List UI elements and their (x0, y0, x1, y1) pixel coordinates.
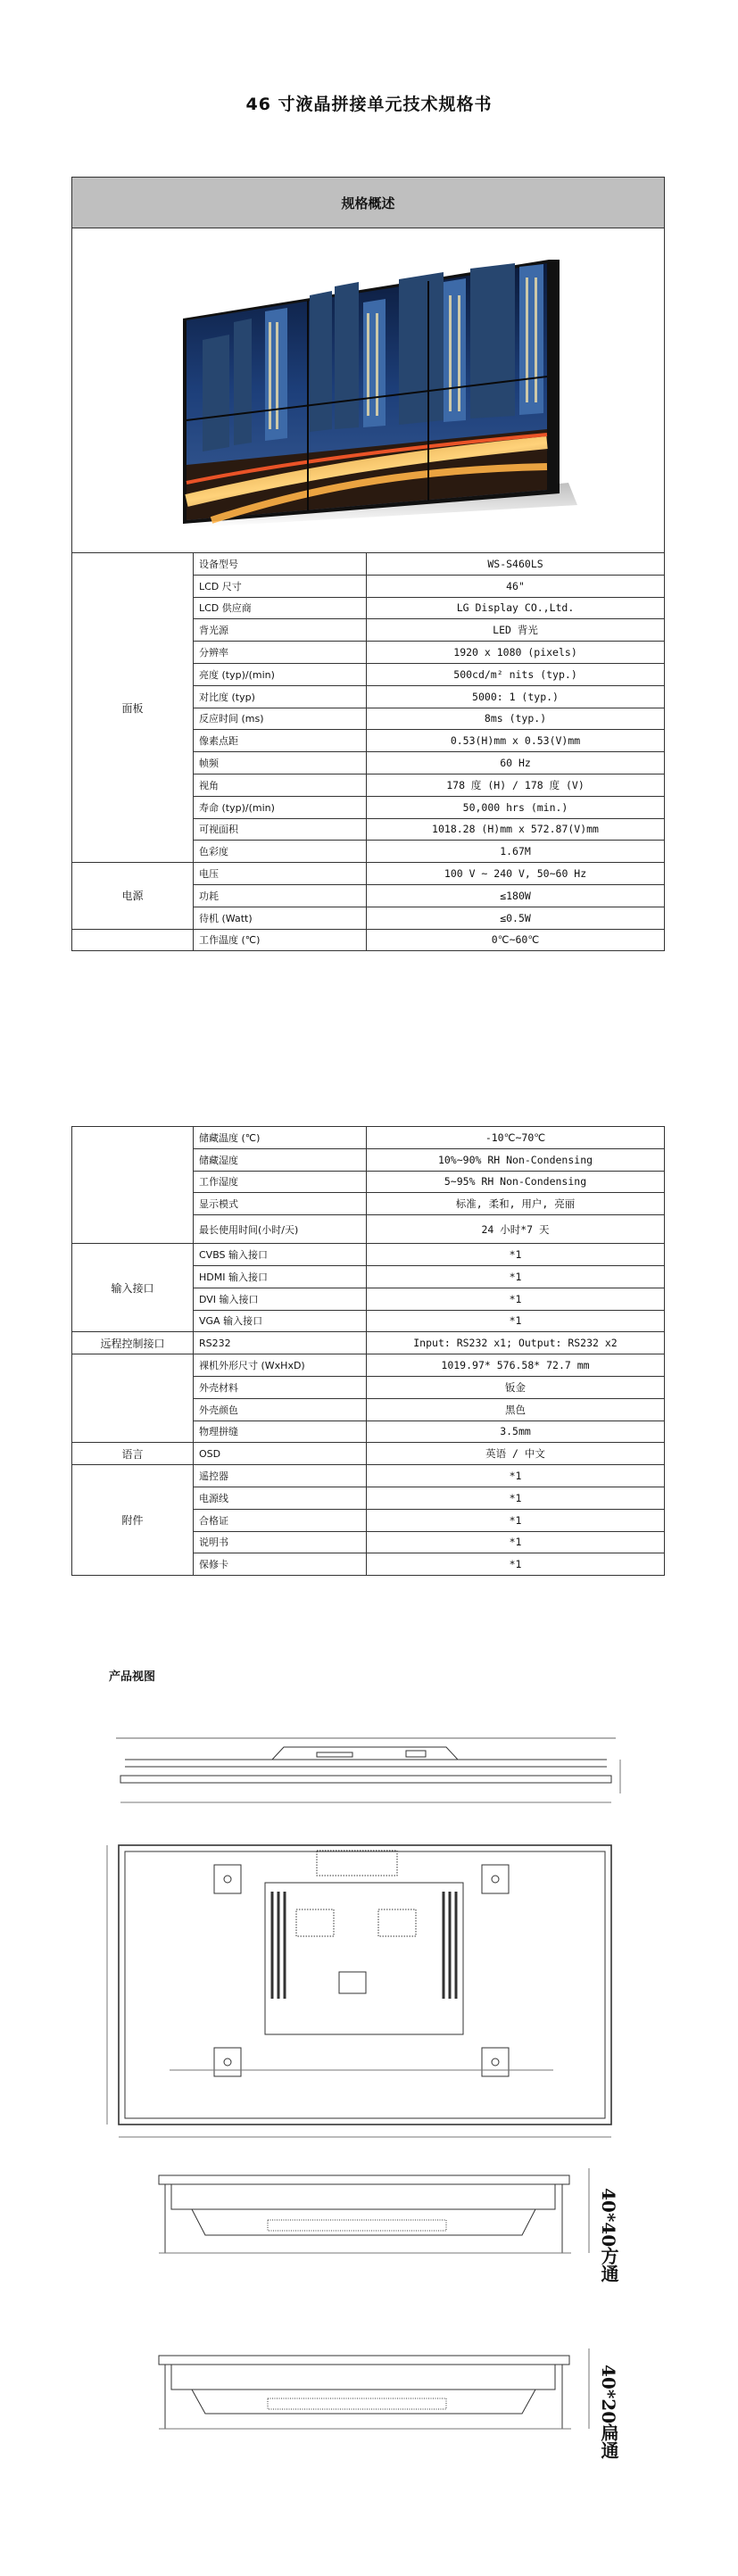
spec-param-value: 黑色 (367, 1398, 665, 1421)
spec-param-name: RS232 (194, 1332, 367, 1354)
spec-param-name: 外壳颜色 (194, 1398, 367, 1421)
spec-param-name: 储藏湿度 (194, 1148, 367, 1171)
spec-param-name: 物理拼缝 (194, 1421, 367, 1443)
spec-group-label: 语言 (72, 1443, 194, 1465)
spec-param-name: 外壳材料 (194, 1376, 367, 1398)
spec-param-value: 1.67M (367, 841, 665, 863)
spec-param-name: 遥控器 (194, 1465, 367, 1487)
spec-param-value: 0.53(H)mm x 0.53(V)mm (367, 730, 665, 752)
spec-param-name: VGA 输入接口 (194, 1310, 367, 1332)
spec-group-label: 远程控制接口 (72, 1332, 194, 1354)
spec-param-name: 说明书 (194, 1531, 367, 1553)
spec-param-name: 帧频 (194, 752, 367, 774)
spec-param-value: 1920 x 1080 (pixels) (367, 642, 665, 664)
spec-param-value: WS-S460LS (367, 553, 665, 576)
spec-param-name: 背光源 (194, 619, 367, 642)
spec-param-name: 分辨率 (194, 642, 367, 664)
spec-param-value: *1 (367, 1465, 665, 1487)
spec-param-name: 亮度 (typ)/(min) (194, 663, 367, 685)
spec-param-value: ≤0.5W (367, 907, 665, 929)
wall-40x40-label: 40*40方通 (598, 2188, 619, 2283)
wall-40x20-label: 40*20扁通 (598, 2365, 619, 2460)
spec-param-value: 钣金 (367, 1376, 665, 1398)
spec-param-name: 视角 (194, 774, 367, 796)
spec-param-value: *1 (367, 1531, 665, 1553)
spec-param-value: LG Display CO.,Ltd. (367, 597, 665, 619)
spec-param-name: 保修卡 (194, 1553, 367, 1576)
spec-param-value: *1 (367, 1265, 665, 1288)
spec-group-label: 输入接口 (72, 1244, 194, 1332)
spec-param-value: 100 V ~ 240 V, 50~60 Hz (367, 863, 665, 885)
overview-header: 规格概述 (72, 178, 665, 228)
spec-param-value: *1 (367, 1509, 665, 1531)
back-view-drawing (107, 1845, 611, 2137)
spec-param-name: 对比度 (typ) (194, 685, 367, 708)
spec-param-value: Input: RS232 x1; Output: RS232 x2 (367, 1332, 665, 1354)
spec-param-value: 24 小时*7 天 (367, 1215, 665, 1244)
spec-param-value: *1 (367, 1310, 665, 1332)
spec-group-label: 电源 (72, 863, 194, 929)
spec-param-value: 178 度 (H) / 178 度 (V) (367, 774, 665, 796)
spec-param-name: 裸机外形尺寸 (WxHxD) (194, 1354, 367, 1377)
spec-param-name: 工作温度 (℃) (194, 929, 367, 951)
spec-param-name: 反应时间 (ms) (194, 708, 367, 730)
side-view-40x20-drawing (159, 2348, 589, 2429)
spec-param-name: HDMI 输入接口 (194, 1265, 367, 1288)
spec-param-value: 8ms (typ.) (367, 708, 665, 730)
spec-param-name: 合格证 (194, 1509, 367, 1531)
spec-param-name: 工作湿度 (194, 1171, 367, 1193)
spec-param-value: ≤180W (367, 884, 665, 907)
side-view-40x40-drawing (159, 2168, 589, 2253)
spec-param-value: *1 (367, 1487, 665, 1509)
spec-param-value: 3.5mm (367, 1421, 665, 1443)
spec-param-value: *1 (367, 1553, 665, 1576)
spec-param-name: 设备型号 (194, 553, 367, 576)
spec-param-name: CVBS 输入接口 (194, 1244, 367, 1266)
spec-param-name: 电源线 (194, 1487, 367, 1509)
spec-param-name: 像素点距 (194, 730, 367, 752)
spec-param-name: 显示模式 (194, 1193, 367, 1215)
spec-param-value: 1018.28 (H)mm x 572.87(V)mm (367, 818, 665, 841)
spec-param-name: 可视面积 (194, 818, 367, 841)
spec-param-value: 60 Hz (367, 752, 665, 774)
spec-param-value: LED 背光 (367, 619, 665, 642)
document-title: 46 寸液晶拼接单元技术规格书 (245, 95, 493, 114)
spec-param-name: DVI 输入接口 (194, 1288, 367, 1310)
spec-param-value: 5~95% RH Non-Condensing (367, 1171, 665, 1193)
spec-param-name: OSD (194, 1443, 367, 1465)
spec-param-value: 500cd/m² nits (typ.) (367, 663, 665, 685)
spec-param-name: 最长使用时间(小时/天) (194, 1215, 367, 1244)
product-view-title: 产品视图 (109, 1670, 156, 1684)
spec-param-name: 储藏温度 (℃) (194, 1127, 367, 1149)
spec-param-value: 0℃~60℃ (367, 929, 665, 951)
spec-param-value: 10%~90% RH Non-Condensing (367, 1148, 665, 1171)
spec-param-value: 标准, 柔和, 用户, 亮丽 (367, 1193, 665, 1215)
spec-param-name: 寿命 (typ)/(min) (194, 796, 367, 818)
spec-param-name: LCD 供应商 (194, 597, 367, 619)
spec-param-value: 50,000 hrs (min.) (367, 796, 665, 818)
spec-param-value: 5000: 1 (typ.) (367, 685, 665, 708)
spec-param-name: 待机 (Watt) (194, 907, 367, 929)
spec-param-name: 色彩度 (194, 841, 367, 863)
spec-param-value: 46" (367, 575, 665, 597)
spec-group-label: 附件 (72, 1465, 194, 1576)
spec-param-value: -10℃~70℃ (367, 1127, 665, 1149)
top-view-drawing (116, 1738, 620, 1802)
spec-group-label: 面板 (72, 553, 194, 863)
spec-param-value: 英语 / 中文 (367, 1443, 665, 1465)
spec-param-name: LCD 尺寸 (194, 575, 367, 597)
spec-param-value: 1019.97* 576.58* 72.7 mm (367, 1354, 665, 1377)
spec-param-name: 电压 (194, 863, 367, 885)
spec-param-value: *1 (367, 1288, 665, 1310)
spec-param-value: *1 (367, 1244, 665, 1266)
spec-param-name: 功耗 (194, 884, 367, 907)
